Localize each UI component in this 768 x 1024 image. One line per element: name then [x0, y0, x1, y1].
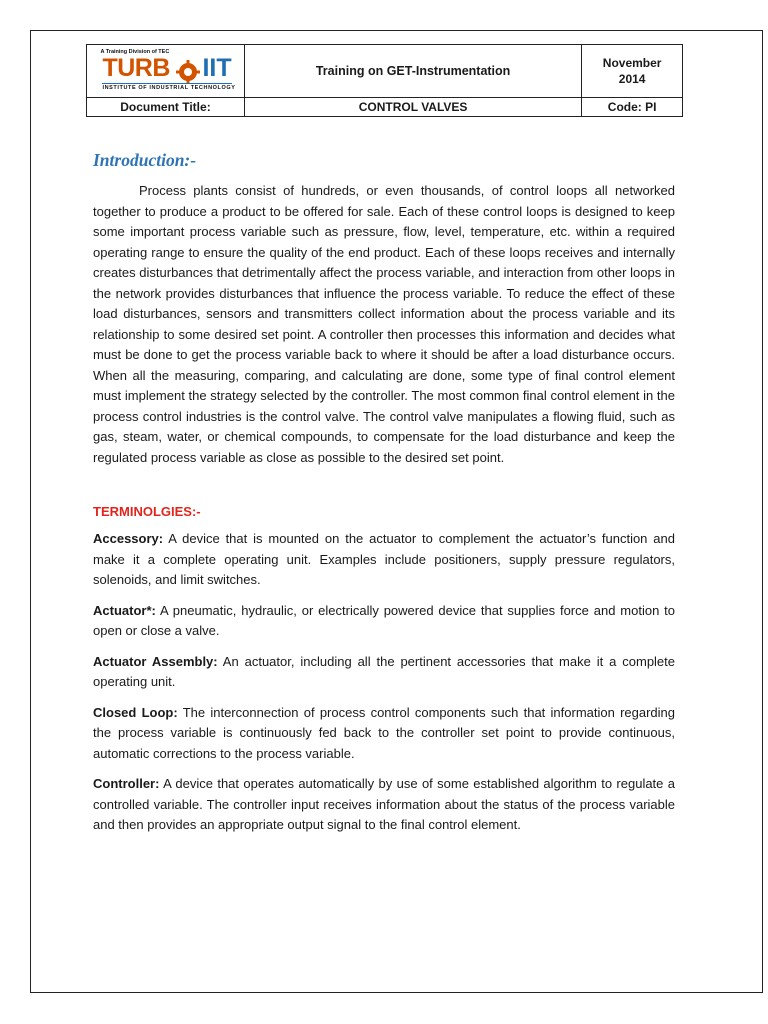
terminologies-heading: TERMINOLGIES:- [93, 504, 201, 519]
term-definition: The interconnection of process control components such that information regarding the process variable is continuously fed back to the controller set point to provide continuous, automatic corrections to the process variable. [93, 704, 675, 761]
logo-tagline: A Training Division of TEC [100, 49, 170, 55]
logo-turbo-text: TURB [102, 54, 170, 82]
term-entry [93, 652, 675, 693]
term-entry [93, 703, 675, 765]
document-body [93, 150, 675, 846]
doc-title-label: Document Title: [87, 98, 245, 117]
term-name: Controller: [93, 776, 160, 791]
introduction-paragraph: Process plants consist of hundreds, or even thousands, of control loops all networked together to produce a product to be offered for sale. Each of these control loops is designed to keep some important process variable such as pressure, flow, level, temperature, etc. within a required operating range to ensure the quality of the end product. Each of these loops receives and internally creates disturbances that detrimentally affect the process variable, and interaction from other loops in the network provides disturbances that influence the process variable. To reduce the effect of these load disturbances, sensors and transmitters collect information about the process variable and its relationship to some desired set point. A controller then processes this information and decides what must be done to get the process variable back to where it should be after a load disturbance occurs. When all the measuring, comparing, and calculating are done, some type of final control element must implement the strategy selected by the controller. The most common final control element in the process control industries is the control valve. The control valve manipulates a flowing fluid, such as gas, steam, water, or chemical compounds, to compensate for the load disturbance and keep the regulated process variable as close as possible to the desired set point. [93, 183, 675, 465]
training-title: Training on GET-Instrumentation [244, 45, 581, 98]
term-entry [93, 774, 675, 836]
term-name: Actuator Assembly: [93, 653, 218, 669]
term-definition: An actuator, including all the pertinent accessories that make it a complete operating unit. [93, 653, 676, 689]
logo-institute-name: INSTITUTE OF INDUSTRIAL TECHNOLOGY [102, 85, 236, 91]
logo-iit-text: IIT [202, 54, 232, 82]
term-entry [93, 529, 675, 591]
logo-cell [87, 45, 245, 98]
date-month: November [602, 56, 662, 70]
introduction-heading: Introduction:- [93, 150, 197, 170]
document-date [582, 45, 683, 98]
logo-divider [102, 83, 232, 84]
term-definition: A device that is mounted on the actuator to complement the actuator’s function and make it a complete operating unit. Examples include positioners, supply pressure regulators, solenoids, and limit switches. [93, 531, 675, 587]
term-name: Closed Loop: [93, 704, 178, 720]
term-entry [93, 601, 675, 642]
doc-title-value: CONTROL VALVES [244, 98, 581, 117]
doc-code: Code: PI [582, 98, 683, 117]
term-name: Accessory: [93, 531, 164, 546]
turbo-iit-logo [92, 49, 238, 93]
gear-icon [176, 60, 200, 84]
document-header [86, 44, 683, 117]
term-definition: A pneumatic, hydraulic, or electrically powered device that supplies force and motion to open or close a valve. [93, 602, 675, 638]
date-year: 2014 [618, 72, 646, 86]
term-name: Actuator*: [93, 602, 156, 618]
term-definition: A device that operates automatically by use of some established algorithm to regulate a controlled variable. The controller input receives information about the status of the process variable and then provides an appropriate output signal to the final control element. [93, 776, 675, 832]
